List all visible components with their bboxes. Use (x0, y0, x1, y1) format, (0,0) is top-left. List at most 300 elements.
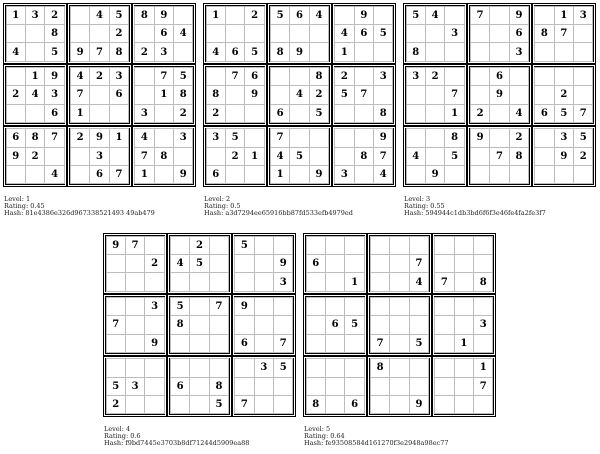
sudoku-cell[interactable] (254, 254, 274, 273)
sudoku-cell[interactable]: 8 (370, 358, 390, 377)
sudoku-cell[interactable] (206, 24, 226, 43)
sudoku-cell[interactable] (406, 128, 426, 147)
sudoku-cell[interactable] (470, 147, 490, 166)
sudoku-cell[interactable]: 5 (273, 358, 293, 377)
sudoku-cell[interactable] (434, 334, 454, 353)
sudoku-cell[interactable]: 5 (170, 297, 190, 316)
sudoku-cell[interactable] (473, 334, 493, 353)
sudoku-cell[interactable] (254, 395, 274, 414)
sudoku-cell[interactable] (334, 104, 354, 123)
sudoku-cell[interactable]: 3 (573, 6, 593, 25)
sudoku-cell[interactable] (573, 42, 593, 61)
sudoku-cell[interactable]: 2 (70, 128, 90, 147)
sudoku-cell[interactable] (534, 6, 554, 25)
sudoku-cell[interactable]: 5 (106, 377, 126, 396)
sudoku-cell[interactable]: 7 (409, 254, 429, 273)
sudoku-cell[interactable] (409, 236, 429, 255)
sudoku-cell[interactable]: 5 (409, 334, 429, 353)
sudoku-cell[interactable] (473, 254, 493, 273)
sudoku-cell[interactable]: 1 (109, 128, 129, 147)
sudoku-cell[interactable] (225, 85, 245, 104)
sudoku-cell[interactable] (573, 165, 593, 184)
sudoku-cell[interactable]: 2 (106, 395, 126, 414)
sudoku-cell[interactable]: 2 (309, 85, 329, 104)
sudoku-cell[interactable]: 6 (509, 24, 529, 43)
sudoku-cell[interactable] (125, 315, 145, 334)
sudoku-cell[interactable]: 9 (354, 6, 374, 25)
sudoku-cell[interactable] (109, 104, 129, 123)
sudoku-cell[interactable] (189, 395, 209, 414)
sudoku-cell[interactable]: 9 (425, 165, 445, 184)
sudoku-cell[interactable]: 5 (309, 104, 329, 123)
sudoku-cell[interactable]: 6 (344, 395, 364, 414)
sudoku-cell[interactable] (244, 24, 264, 43)
sudoku-cell[interactable]: 4 (406, 147, 426, 166)
sudoku-cell[interactable]: 7 (125, 236, 145, 255)
sudoku-cell[interactable]: 7 (373, 147, 393, 166)
sudoku-cell[interactable] (170, 272, 190, 291)
sudoku-cell[interactable]: 9 (289, 42, 309, 61)
sudoku-cell[interactable]: 3 (473, 315, 493, 334)
sudoku-cell[interactable] (406, 165, 426, 184)
sudoku-cell[interactable]: 5 (109, 6, 129, 25)
sudoku-cell[interactable] (44, 147, 64, 166)
sudoku-cell[interactable]: 1 (134, 165, 154, 184)
sudoku-cell[interactable]: 6 (6, 128, 26, 147)
sudoku-cell[interactable] (409, 358, 429, 377)
sudoku-cell[interactable] (309, 128, 329, 147)
sudoku-cell[interactable] (470, 67, 490, 86)
sudoku-cell[interactable] (289, 128, 309, 147)
sudoku-cell[interactable] (144, 236, 164, 255)
sudoku-cell[interactable]: 7 (354, 85, 374, 104)
sudoku-cell[interactable]: 1 (25, 67, 45, 86)
sudoku-cell[interactable]: 5 (244, 42, 264, 61)
sudoku-cell[interactable]: 4 (334, 24, 354, 43)
sudoku-cell[interactable]: 9 (309, 165, 329, 184)
sudoku-cell[interactable]: 7 (270, 128, 290, 147)
sudoku-cell[interactable] (325, 254, 345, 273)
sudoku-cell[interactable] (354, 165, 374, 184)
sudoku-cell[interactable]: 8 (206, 85, 226, 104)
sudoku-cell[interactable]: 5 (44, 42, 64, 61)
sudoku-cell[interactable] (189, 315, 209, 334)
sudoku-cell[interactable] (173, 42, 193, 61)
sudoku-cell[interactable] (573, 67, 593, 86)
sudoku-cell[interactable]: 7 (109, 165, 129, 184)
sudoku-cell[interactable] (170, 236, 190, 255)
sudoku-cell[interactable] (144, 315, 164, 334)
sudoku-cell[interactable] (389, 236, 409, 255)
sudoku-cell[interactable] (254, 272, 274, 291)
sudoku-cell[interactable] (454, 272, 474, 291)
sudoku-cell[interactable] (454, 236, 474, 255)
sudoku-cell[interactable]: 1 (554, 6, 574, 25)
sudoku-cell[interactable]: 9 (70, 42, 90, 61)
sudoku-cell[interactable]: 4 (25, 85, 45, 104)
sudoku-cell[interactable] (370, 297, 390, 316)
sudoku-cell[interactable]: 2 (6, 85, 26, 104)
sudoku-cell[interactable]: 1 (454, 334, 474, 353)
sudoku-cell[interactable] (273, 315, 293, 334)
sudoku-cell[interactable] (389, 334, 409, 353)
sudoku-cell[interactable] (225, 104, 245, 123)
sudoku-cell[interactable] (244, 128, 264, 147)
sudoku-cell[interactable]: 1 (206, 6, 226, 25)
sudoku-cell[interactable]: 1 (244, 147, 264, 166)
sudoku-cell[interactable]: 4 (373, 165, 393, 184)
sudoku-cell[interactable]: 3 (89, 147, 109, 166)
sudoku-cell[interactable]: 6 (89, 165, 109, 184)
sudoku-cell[interactable]: 3 (373, 67, 393, 86)
sudoku-cell[interactable]: 4 (6, 42, 26, 61)
sudoku-cell[interactable]: 6 (206, 165, 226, 184)
sudoku-cell[interactable] (489, 165, 509, 184)
sudoku-cell[interactable] (344, 254, 364, 273)
sudoku-cell[interactable]: 6 (306, 254, 326, 273)
sudoku-cell[interactable] (534, 165, 554, 184)
sudoku-cell[interactable]: 8 (134, 6, 154, 25)
sudoku-cell[interactable] (325, 377, 345, 396)
sudoku-cell[interactable] (309, 42, 329, 61)
sudoku-cell[interactable]: 3 (134, 104, 154, 123)
sudoku-cell[interactable] (173, 6, 193, 25)
sudoku-cell[interactable] (444, 6, 464, 25)
sudoku-cell[interactable] (209, 315, 229, 334)
sudoku-cell[interactable] (389, 254, 409, 273)
sudoku-cell[interactable]: 7 (225, 67, 245, 86)
sudoku-cell[interactable] (344, 334, 364, 353)
sudoku-cell[interactable] (444, 42, 464, 61)
sudoku-cell[interactable]: 3 (406, 67, 426, 86)
sudoku-cell[interactable]: 8 (154, 147, 174, 166)
sudoku-cell[interactable]: 3 (273, 272, 293, 291)
sudoku-cell[interactable]: 5 (189, 254, 209, 273)
sudoku-cell[interactable] (489, 24, 509, 43)
sudoku-cell[interactable] (489, 6, 509, 25)
sudoku-cell[interactable] (444, 67, 464, 86)
sudoku-cell[interactable] (373, 42, 393, 61)
sudoku-cell[interactable] (573, 24, 593, 43)
sudoku-cell[interactable] (234, 358, 254, 377)
sudoku-cell[interactable] (209, 236, 229, 255)
sudoku-cell[interactable] (406, 85, 426, 104)
sudoku-cell[interactable] (434, 297, 454, 316)
sudoku-cell[interactable] (273, 377, 293, 396)
sudoku-cell[interactable] (425, 85, 445, 104)
sudoku-cell[interactable] (70, 24, 90, 43)
sudoku-cell[interactable] (234, 377, 254, 396)
sudoku-cell[interactable] (70, 6, 90, 25)
sudoku-cell[interactable] (289, 104, 309, 123)
sudoku-cell[interactable] (89, 85, 109, 104)
sudoku-cell[interactable]: 7 (434, 272, 454, 291)
sudoku-cell[interactable] (454, 377, 474, 396)
sudoku-cell[interactable]: 8 (209, 377, 229, 396)
sudoku-cell[interactable] (325, 236, 345, 255)
sudoku-cell[interactable]: 5 (444, 147, 464, 166)
sudoku-cell[interactable]: 8 (170, 315, 190, 334)
sudoku-cell[interactable]: 9 (509, 6, 529, 25)
sudoku-cell[interactable]: 5 (334, 85, 354, 104)
sudoku-cell[interactable] (109, 147, 129, 166)
sudoku-cell[interactable] (254, 315, 274, 334)
sudoku-cell[interactable] (25, 24, 45, 43)
sudoku-cell[interactable] (334, 6, 354, 25)
sudoku-cell[interactable] (125, 254, 145, 273)
sudoku-cell[interactable] (409, 297, 429, 316)
sudoku-cell[interactable]: 3 (509, 42, 529, 61)
sudoku-cell[interactable]: 8 (354, 147, 374, 166)
sudoku-cell[interactable] (370, 272, 390, 291)
sudoku-cell[interactable] (325, 297, 345, 316)
sudoku-cell[interactable]: 2 (509, 128, 529, 147)
sudoku-cell[interactable]: 2 (173, 104, 193, 123)
sudoku-cell[interactable] (144, 358, 164, 377)
sudoku-cell[interactable] (125, 334, 145, 353)
sudoku-cell[interactable] (509, 165, 529, 184)
sudoku-cell[interactable]: 2 (334, 67, 354, 86)
sudoku-cell[interactable]: 2 (134, 42, 154, 61)
sudoku-cell[interactable]: 9 (173, 165, 193, 184)
sudoku-cell[interactable]: 6 (225, 42, 245, 61)
sudoku-cell[interactable] (434, 377, 454, 396)
sudoku-cell[interactable] (425, 42, 445, 61)
sudoku-cell[interactable]: 8 (309, 67, 329, 86)
sudoku-cell[interactable] (225, 24, 245, 43)
sudoku-cell[interactable]: 3 (554, 128, 574, 147)
sudoku-cell[interactable] (434, 254, 454, 273)
sudoku-cell[interactable]: 4 (425, 6, 445, 25)
sudoku-cell[interactable] (189, 272, 209, 291)
sudoku-cell[interactable]: 3 (125, 377, 145, 396)
sudoku-cell[interactable]: 8 (306, 395, 326, 414)
sudoku-cell[interactable] (306, 272, 326, 291)
sudoku-cell[interactable]: 8 (473, 272, 493, 291)
sudoku-cell[interactable] (189, 377, 209, 396)
sudoku-cell[interactable] (354, 128, 374, 147)
sudoku-cell[interactable] (454, 254, 474, 273)
sudoku-cell[interactable] (534, 128, 554, 147)
sudoku-cell[interactable]: 4 (509, 104, 529, 123)
sudoku-cell[interactable] (125, 358, 145, 377)
sudoku-cell[interactable] (273, 395, 293, 414)
sudoku-cell[interactable]: 7 (134, 147, 154, 166)
sudoku-cell[interactable]: 3 (334, 165, 354, 184)
sudoku-cell[interactable] (389, 315, 409, 334)
sudoku-cell[interactable] (134, 24, 154, 43)
sudoku-cell[interactable] (489, 128, 509, 147)
sudoku-cell[interactable] (409, 315, 429, 334)
sudoku-cell[interactable]: 7 (489, 147, 509, 166)
sudoku-cell[interactable] (389, 377, 409, 396)
sudoku-cell[interactable] (454, 315, 474, 334)
sudoku-cell[interactable]: 9 (234, 297, 254, 316)
sudoku-cell[interactable] (425, 128, 445, 147)
sudoku-cell[interactable]: 7 (554, 24, 574, 43)
sudoku-cell[interactable] (206, 67, 226, 86)
sudoku-cell[interactable]: 4 (173, 24, 193, 43)
sudoku-cell[interactable] (406, 24, 426, 43)
sudoku-cell[interactable] (6, 165, 26, 184)
sudoku-cell[interactable]: 6 (270, 104, 290, 123)
sudoku-cell[interactable]: 6 (325, 315, 345, 334)
sudoku-cell[interactable] (154, 104, 174, 123)
sudoku-cell[interactable]: 1 (270, 165, 290, 184)
sudoku-cell[interactable] (470, 165, 490, 184)
sudoku-cell[interactable] (534, 42, 554, 61)
sudoku-cell[interactable]: 1 (334, 42, 354, 61)
sudoku-cell[interactable] (244, 165, 264, 184)
sudoku-cell[interactable]: 2 (89, 67, 109, 86)
sudoku-cell[interactable] (309, 147, 329, 166)
sudoku-cell[interactable] (334, 147, 354, 166)
sudoku-cell[interactable]: 3 (44, 85, 64, 104)
sudoku-cell[interactable] (444, 165, 464, 184)
sudoku-cell[interactable] (6, 67, 26, 86)
sudoku-cell[interactable] (170, 395, 190, 414)
sudoku-cell[interactable]: 9 (154, 6, 174, 25)
sudoku-cell[interactable] (234, 254, 254, 273)
sudoku-cell[interactable]: 1 (444, 104, 464, 123)
sudoku-cell[interactable] (425, 104, 445, 123)
sudoku-cell[interactable]: 5 (344, 315, 364, 334)
sudoku-cell[interactable]: 5 (173, 67, 193, 86)
sudoku-cell[interactable]: 5 (406, 6, 426, 25)
sudoku-cell[interactable]: 1 (70, 104, 90, 123)
sudoku-cell[interactable]: 5 (234, 236, 254, 255)
sudoku-cell[interactable] (106, 358, 126, 377)
sudoku-cell[interactable]: 6 (289, 6, 309, 25)
sudoku-cell[interactable] (234, 272, 254, 291)
sudoku-cell[interactable]: 7 (89, 42, 109, 61)
sudoku-cell[interactable] (306, 315, 326, 334)
sudoku-cell[interactable] (306, 358, 326, 377)
sudoku-cell[interactable]: 1 (344, 272, 364, 291)
sudoku-cell[interactable]: 7 (273, 334, 293, 353)
sudoku-cell[interactable]: 2 (109, 24, 129, 43)
sudoku-cell[interactable] (354, 104, 374, 123)
sudoku-cell[interactable]: 4 (170, 254, 190, 273)
sudoku-cell[interactable] (154, 128, 174, 147)
sudoku-cell[interactable] (454, 358, 474, 377)
sudoku-cell[interactable]: 4 (289, 85, 309, 104)
sudoku-cell[interactable] (470, 42, 490, 61)
sudoku-cell[interactable] (106, 254, 126, 273)
sudoku-cell[interactable]: 7 (444, 85, 464, 104)
sudoku-cell[interactable] (344, 236, 364, 255)
sudoku-cell[interactable] (170, 334, 190, 353)
sudoku-cell[interactable] (434, 358, 454, 377)
sudoku-cell[interactable]: 7 (209, 297, 229, 316)
sudoku-cell[interactable]: 7 (370, 334, 390, 353)
sudoku-cell[interactable]: 7 (234, 395, 254, 414)
sudoku-cell[interactable] (473, 297, 493, 316)
sudoku-cell[interactable]: 6 (244, 67, 264, 86)
sudoku-cell[interactable]: 3 (173, 128, 193, 147)
sudoku-cell[interactable]: 4 (270, 147, 290, 166)
sudoku-cell[interactable] (70, 165, 90, 184)
sudoku-cell[interactable]: 9 (244, 85, 264, 104)
sudoku-cell[interactable] (254, 377, 274, 396)
sudoku-cell[interactable] (70, 147, 90, 166)
sudoku-cell[interactable] (270, 67, 290, 86)
sudoku-cell[interactable]: 8 (534, 24, 554, 43)
sudoku-cell[interactable] (209, 272, 229, 291)
sudoku-cell[interactable]: 3 (154, 42, 174, 61)
sudoku-cell[interactable] (470, 85, 490, 104)
sudoku-cell[interactable] (244, 104, 264, 123)
sudoku-cell[interactable]: 7 (154, 67, 174, 86)
sudoku-cell[interactable] (309, 24, 329, 43)
sudoku-cell[interactable]: 3 (254, 358, 274, 377)
sudoku-cell[interactable] (370, 254, 390, 273)
sudoku-cell[interactable] (454, 395, 474, 414)
sudoku-cell[interactable] (470, 24, 490, 43)
sudoku-cell[interactable] (225, 165, 245, 184)
sudoku-cell[interactable]: 3 (144, 297, 164, 316)
sudoku-cell[interactable] (325, 334, 345, 353)
sudoku-cell[interactable]: 4 (206, 42, 226, 61)
sudoku-cell[interactable] (25, 42, 45, 61)
sudoku-cell[interactable] (370, 236, 390, 255)
sudoku-cell[interactable] (144, 272, 164, 291)
sudoku-cell[interactable] (370, 315, 390, 334)
sudoku-cell[interactable] (206, 147, 226, 166)
sudoku-cell[interactable] (373, 85, 393, 104)
sudoku-cell[interactable] (134, 67, 154, 86)
sudoku-cell[interactable] (489, 42, 509, 61)
sudoku-cell[interactable]: 1 (473, 358, 493, 377)
sudoku-cell[interactable]: 6 (534, 104, 554, 123)
sudoku-cell[interactable] (134, 85, 154, 104)
sudoku-cell[interactable]: 2 (244, 6, 264, 25)
sudoku-cell[interactable] (409, 377, 429, 396)
sudoku-cell[interactable] (325, 272, 345, 291)
sudoku-cell[interactable]: 4 (309, 6, 329, 25)
sudoku-cell[interactable] (25, 165, 45, 184)
sudoku-cell[interactable]: 4 (89, 6, 109, 25)
sudoku-cell[interactable] (25, 104, 45, 123)
sudoku-cell[interactable] (254, 297, 274, 316)
sudoku-cell[interactable]: 8 (109, 42, 129, 61)
sudoku-cell[interactable]: 8 (373, 104, 393, 123)
sudoku-cell[interactable] (125, 297, 145, 316)
sudoku-cell[interactable]: 8 (270, 42, 290, 61)
sudoku-cell[interactable]: 4 (70, 67, 90, 86)
sudoku-cell[interactable] (273, 236, 293, 255)
sudoku-cell[interactable] (406, 104, 426, 123)
sudoku-cell[interactable]: 5 (209, 395, 229, 414)
sudoku-cell[interactable] (473, 236, 493, 255)
sudoku-cell[interactable]: 6 (109, 85, 129, 104)
sudoku-cell[interactable] (189, 334, 209, 353)
sudoku-cell[interactable]: 7 (106, 315, 126, 334)
sudoku-cell[interactable]: 9 (144, 334, 164, 353)
sudoku-cell[interactable]: 2 (425, 67, 445, 86)
sudoku-cell[interactable] (89, 24, 109, 43)
sudoku-cell[interactable]: 1 (154, 85, 174, 104)
sudoku-cell[interactable]: 7 (44, 128, 64, 147)
sudoku-cell[interactable]: 7 (470, 6, 490, 25)
sudoku-cell[interactable]: 7 (70, 85, 90, 104)
sudoku-cell[interactable]: 4 (134, 128, 154, 147)
sudoku-cell[interactable] (209, 334, 229, 353)
sudoku-cell[interactable] (106, 297, 126, 316)
sudoku-cell[interactable]: 8 (509, 147, 529, 166)
sudoku-cell[interactable] (373, 6, 393, 25)
sudoku-cell[interactable]: 2 (470, 104, 490, 123)
